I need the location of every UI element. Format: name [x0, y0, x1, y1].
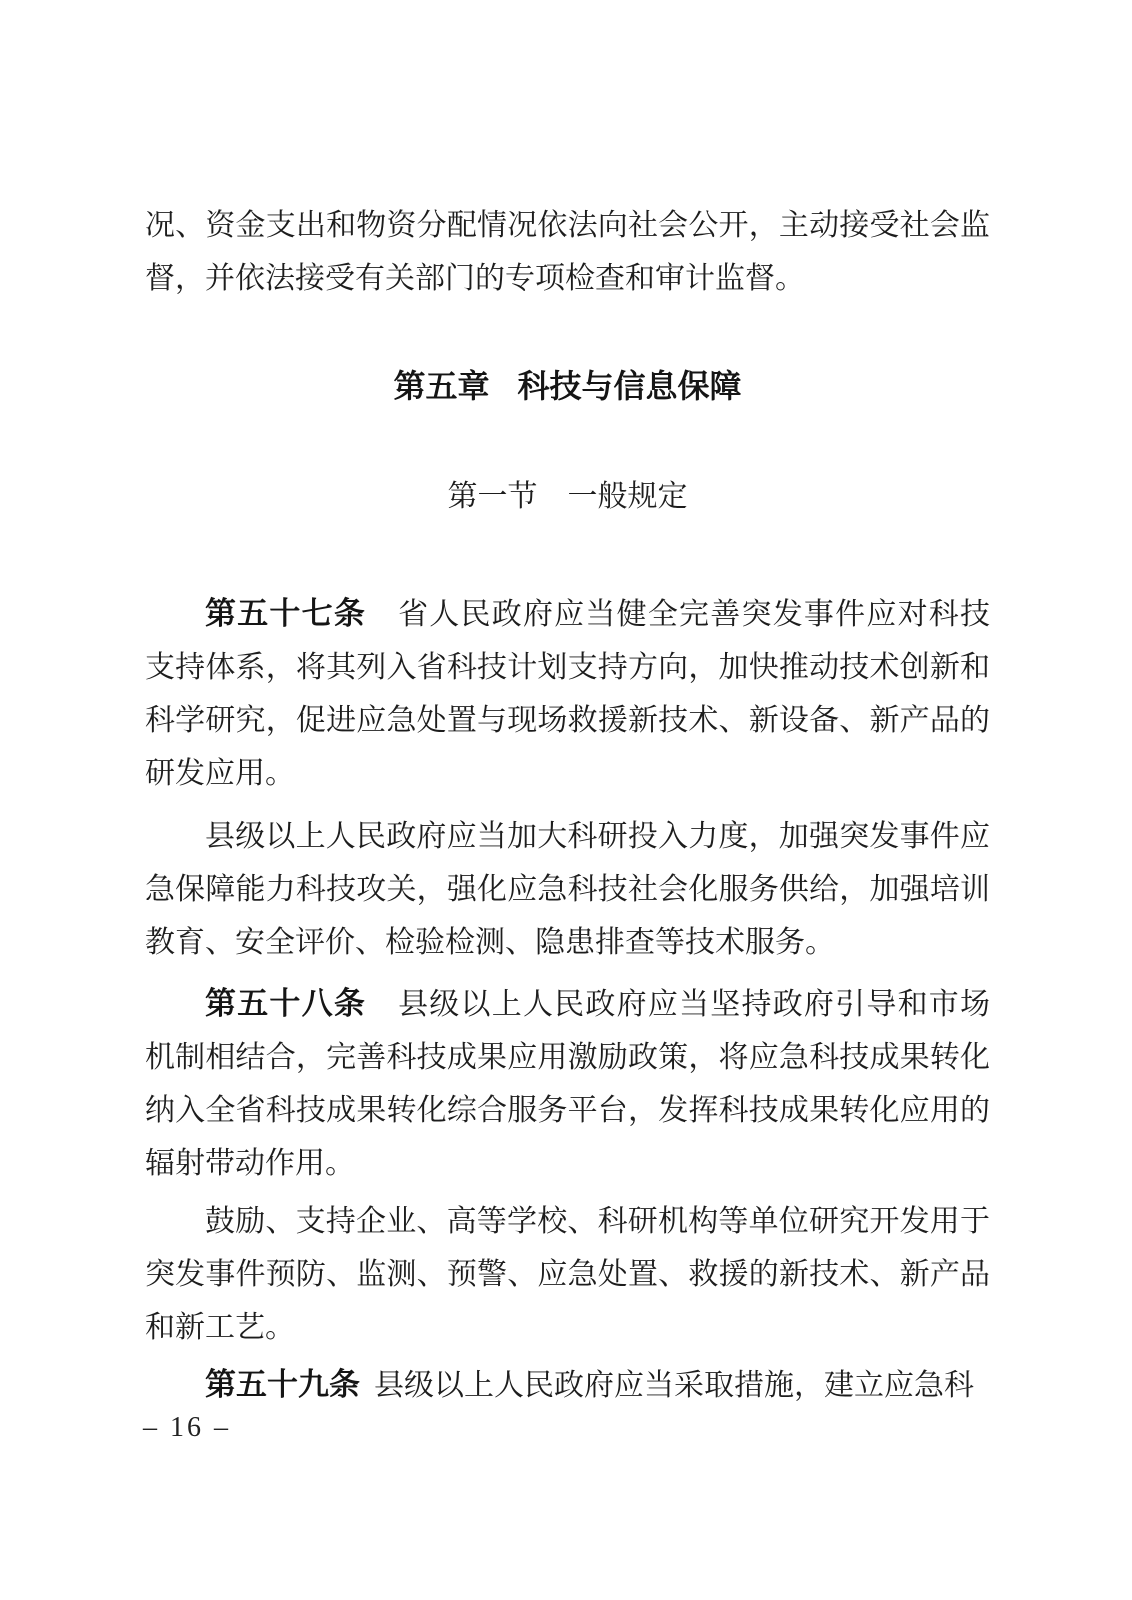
article-59-text: 县级以上人民政府应当采取措施，建立应急科: [374, 1369, 974, 1402]
article-58-text: 县级以上人民政府应当坚持政府引导和市场机制相结合，完善科技成果应用激励政策，将应急科技成果转化纳入全省科技成果转化综合服务平台，发挥科技成果转化应用的辐射带动作用。: [145, 988, 991, 1180]
article-59-paragraph: [145, 1358, 990, 1412]
page-body-text: [145, 0, 990, 1412]
chapter-title: 科技与信息保障: [517, 368, 742, 404]
continuation-paragraph: 况、资金支出和物资分配情况依法向社会公开，主动接受社会监督，并依法接受有关部门的专项检查和审计监督。: [145, 209, 990, 295]
section-heading: [145, 470, 990, 523]
article-57-text: 省人民政府应当健全完善突发事件应对科技支持体系，将其列入省科技计划支持方向，加快推动技术创新和科学研究，促进应急处置与现场救援新技术、新设备、新产品的研发应用。: [145, 598, 991, 790]
chapter-label: 第五章: [393, 368, 490, 404]
chapter-heading: [145, 360, 990, 413]
article-57-paragraph: [145, 587, 990, 800]
article-57-number: 第五十七条: [205, 596, 367, 631]
article-58-number: 第五十八条: [205, 986, 367, 1021]
article-59-number: 第五十九条: [205, 1367, 360, 1402]
article-58-second-paragraph: 鼓励、支持企业、高等学校、科研机构等单位研究开发用于突发事件预防、监测、预警、应急处置、救援的新技术、新产品和新工艺。: [145, 1205, 990, 1344]
section-label: 第一节: [447, 480, 538, 513]
article-57-second-paragraph: 县级以上人民政府应当加大科研投入力度，加强突发事件应急保障能力科技攻关，强化应急科技社会化服务供给，加强培训教育、安全评价、检验检测、隐患排查等技术服务。: [145, 820, 990, 959]
section-title: 一般规定: [567, 480, 688, 513]
page-number: – 16 –: [143, 1412, 231, 1443]
article-58-paragraph: [145, 977, 990, 1190]
